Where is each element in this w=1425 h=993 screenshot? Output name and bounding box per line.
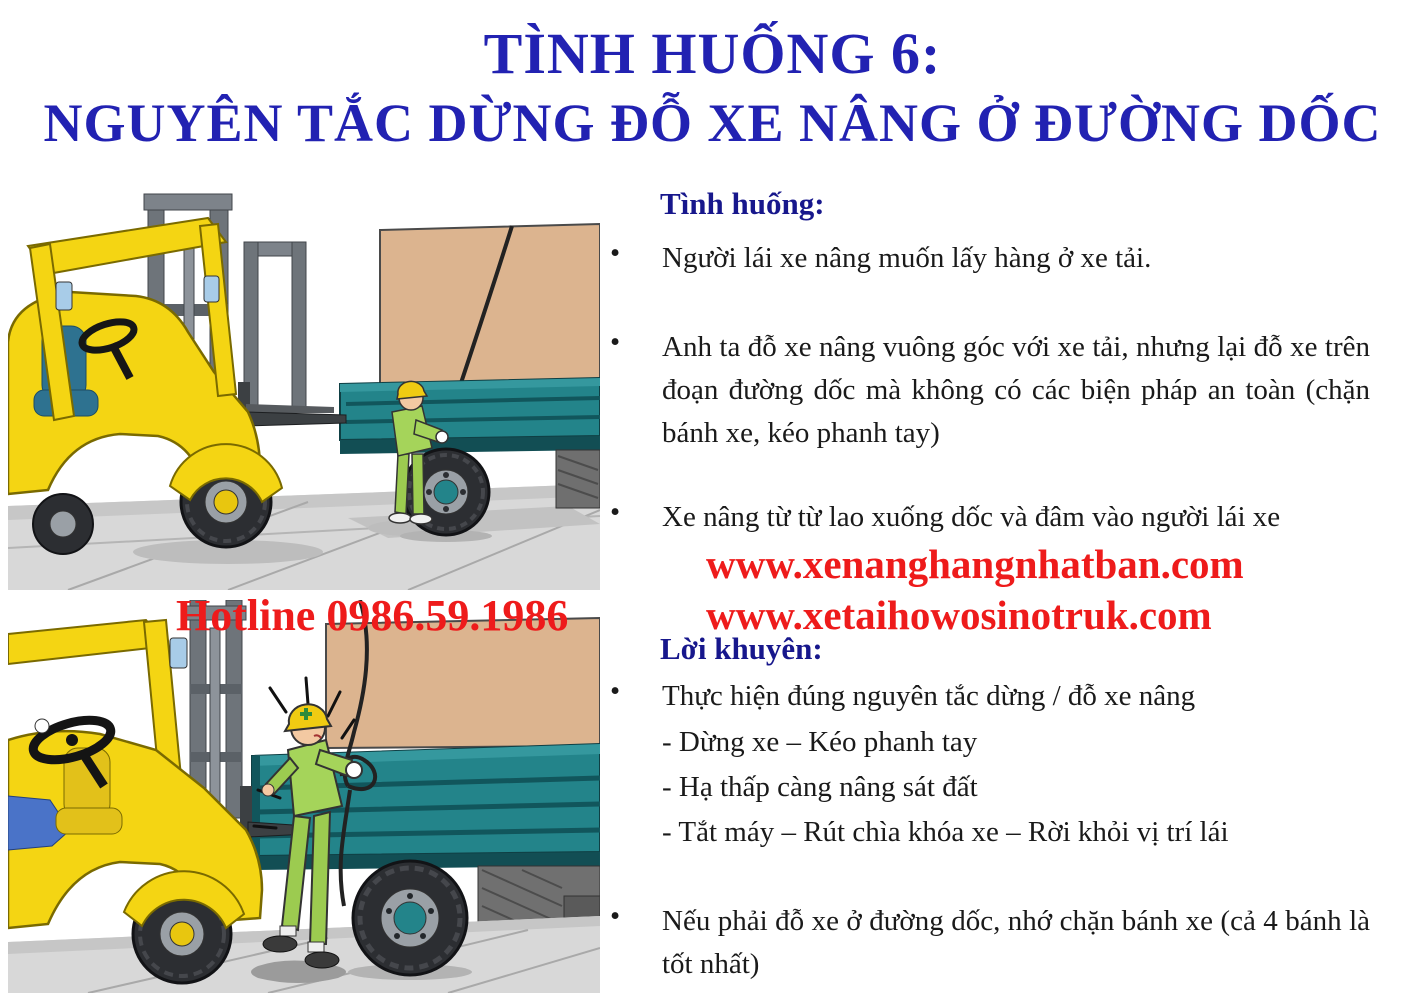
ground-top bbox=[8, 484, 600, 590]
situation-bullet-1: Người lái xe nâng muốn lấy hàng ở xe tải. bbox=[662, 242, 1152, 274]
page-title-line1: TÌNH HUỐNG 6: bbox=[483, 21, 942, 86]
hotline-text: Hotline 0986.59.1986 bbox=[176, 591, 569, 640]
website-link-1[interactable]: www.xenanghangnhatban.com bbox=[706, 541, 1244, 587]
advice-heading: Lời khuyên: bbox=[660, 631, 823, 666]
situation-bullet-2: Anh ta đỗ xe nâng vuông góc với xe tải, nhưng lại đỗ xe trên đoạn đường dốc mà không có các biện pháp an toàn (chặn bánh xe, kéo phanh tay) bbox=[662, 331, 1370, 449]
ground-bottom bbox=[8, 916, 600, 993]
advice-sub-item-2: - Hạ thấp càng nâng sát đất bbox=[662, 771, 978, 803]
illustration-top-forklift-parked bbox=[8, 186, 600, 590]
overhead-guard-roof bbox=[28, 218, 226, 274]
advice-bullet-1: Thực hiện đúng nguyên tắc dừng / đỗ xe nâng bbox=[662, 680, 1196, 712]
bullet-marker: • bbox=[610, 237, 621, 269]
advice-bullet-2: Nếu phải đỗ xe ở đường dốc, nhớ chặn bánh xe (cả 4 bánh là tốt nhất) bbox=[662, 905, 1370, 980]
illustration-bottom-forklift-accident bbox=[8, 600, 600, 993]
mirror bbox=[170, 638, 187, 668]
situation-bullet-3: Xe nâng từ từ lao xuống dốc và đâm vào người lái xe bbox=[662, 501, 1281, 533]
advice-sub-item-1: - Dừng xe – Kéo phanh tay bbox=[662, 726, 978, 758]
mirror bbox=[204, 276, 219, 302]
website-link-2[interactable]: www.xetaihowosinotruk.com bbox=[706, 592, 1212, 638]
bullet-marker: • bbox=[610, 496, 621, 528]
page-title-line2: NGUYÊN TẮC DỪNG ĐỖ XE NÂNG Ở ĐƯỜNG DỐC bbox=[43, 93, 1382, 153]
bullet-marker: • bbox=[610, 675, 621, 707]
advice-sub-item-3: - Tắt máy – Rút chìa khóa xe – Rời khỏi vị trí lái bbox=[662, 816, 1229, 848]
bullet-marker: • bbox=[610, 900, 621, 932]
bullet-marker: • bbox=[610, 326, 621, 358]
situation-heading: Tình huống: bbox=[660, 186, 825, 221]
cargo-box bbox=[380, 224, 600, 384]
